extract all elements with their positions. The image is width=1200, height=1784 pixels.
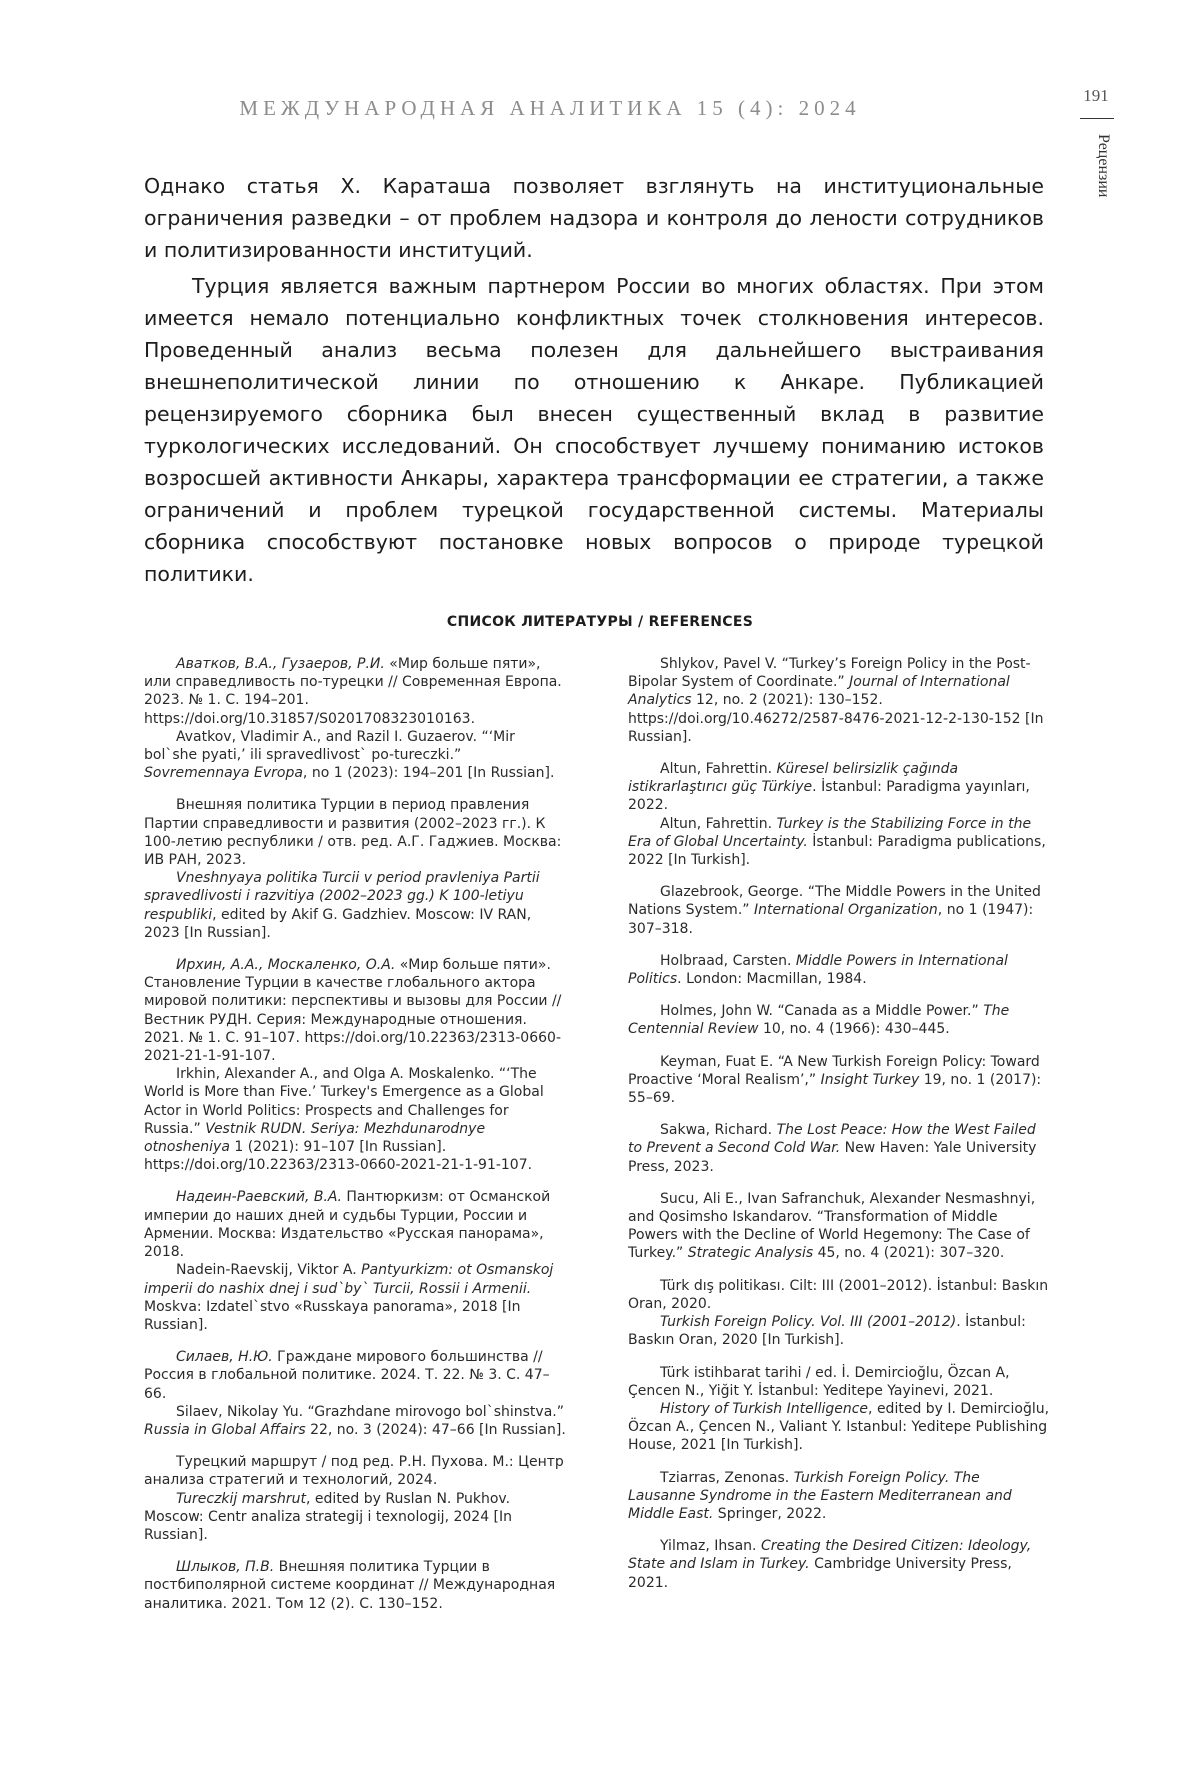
references-right-column bbox=[628, 655, 1050, 1606]
reference-text: Шлыков, П.В. Внешняя политика Турции в постбиполярной системе координат // Международная аналитика. 2021. Том 12 (2). С. 130–152. bbox=[144, 1559, 556, 1612]
reference-entry bbox=[144, 1558, 566, 1613]
reference-text: Altun, Fahrettin. Küresel belirsizlik çağında istikrarlaştırıcı güç Türkiye. İstanbul: Paradigma yayınları, 2022. bbox=[628, 761, 1030, 814]
reference-entry bbox=[628, 655, 1050, 746]
reference-entry bbox=[144, 956, 566, 1174]
reference-text: Nadein-Raevskij, Viktor A. Pantyurkizm: ot Osmanskoj imperii do nashix dnej i sud`by` Turcii, Rossii i Armenii. Moskva: Izdatel`stvo «Russkaya panorama», 2018 [In Russian]. bbox=[144, 1262, 554, 1333]
reference-text: Holbraad, Carsten. Middle Powers in International Politics. London: Macmillan, 1984. bbox=[628, 952, 1008, 988]
reference-entry bbox=[628, 1537, 1050, 1592]
page-number-rule bbox=[1080, 118, 1114, 119]
page-number: 191 bbox=[1083, 86, 1109, 105]
reference-text: Irkhin, Alexander A., and Olga A. Moskalenko. “‘The World is More than Five.’ Turkey's Emergence as a Global Actor in World Politics: Prospects and Challenges for Russia.” Vestnik RUDN. Seriya: Mezhdunarodnye otnosheniya 1 (2021): 91–107 [In Russian]. https://doi.org/10.22363/2313-0660-2021-21-1-91-107. bbox=[144, 1066, 544, 1174]
reference-text: Надеин-Раевский, В.А. Пантюркизм: от Османской империи до наших дней и судьбы Турции, России и Армении. Москва: Издательство «Русская панорама», 2018. bbox=[144, 1189, 551, 1261]
reference-entry bbox=[628, 1469, 1050, 1524]
reference-text: Keyman, Fuat E. “A New Turkish Foreign Policy: Toward Proactive ‘Moral Realism’,” Insight Turkey 19, no. 1 (2017): 55–69. bbox=[628, 1053, 1042, 1107]
reference-entry bbox=[628, 1121, 1050, 1176]
reference-entry bbox=[628, 952, 1050, 988]
reference-text: Avatkov, Vladimir A., and Razil I. Guzaerov. “‘Mir bol`she pyati,’ ili spravedlivost` po-tureczki.” Sovremennaya Evropa, no 1 (2023): 194–201 [In Russian]. bbox=[144, 728, 555, 782]
reference-text: Турецкий маршрут / под ред. Р.Н. Пухова. М.: Центр анализа стратегий и технологий, 2024. bbox=[144, 1454, 564, 1489]
reference-text: Yilmaz, Ihsan. Creating the Desired Citizen: Ideology, State and Islam in Turkey. Cambridge University Press, 2021. bbox=[628, 1538, 1032, 1591]
reference-entry bbox=[628, 883, 1050, 938]
reference-text: Ирхин, А.А., Москаленко, О.А. «Мир больше пяти». Становление Турции в качестве глобального актора мировой политики: перспективы и вызовы для России // Вестник РУДН. Серия: Международные отношения. 2021. № 1. С. 91–107. https://doi.org/10.22363/2313-0660-2021-21-1-91-107. bbox=[144, 957, 562, 1065]
reference-text: Türk istihbarat tarihi / ed. İ. Demircioğlu, Özcan A, Çencen N., Yiğit Y. İstanbul: Yeditepe Yayinevi, 2021. bbox=[628, 1364, 1010, 1399]
running-head: МЕЖДУНАРОДНАЯ АНАЛИТИКА 15 (4): 2024 bbox=[239, 96, 861, 120]
reference-text: Tziarras, Zenonas. Turkish Foreign Policy. The Lausanne Syndrome in the Eastern Mediterranean and Middle East. Springer, 2022. bbox=[628, 1469, 1012, 1522]
reference-entry bbox=[144, 655, 566, 782]
reference-text: Sucu, Ali E., Ivan Safranchuk, Alexander Nesmashnyi, and Qosimsho Iskandarov. “Transformation of Middle Powers with the Decline of World Hegemony: The Case of Turkey.” Strategic Analysis 45, no. 4 (2021): 307–320. bbox=[628, 1190, 1036, 1262]
reference-entry bbox=[628, 1053, 1050, 1108]
reference-text: History of Turkish Intelligence, edited by I. Demircioğlu, Özcan A., Çencen N., Valiant Y. Istanbul: Yeditepe Publishing House, 2021 [In Turkish]. bbox=[628, 1400, 1050, 1454]
reference-text: Altun, Fahrettin. Turkey is the Stabilizing Force in the Era of Global Uncertainty. İstanbul: Paradigma publications, 2022 [In Turkish]. bbox=[628, 815, 1046, 869]
body-text bbox=[144, 170, 1044, 590]
reference-text: Силаев, Н.Ю. Граждане мирового большинства // Россия в глобальной политике. 2024. Т. 22. № 3. С. 47–66. bbox=[144, 1349, 550, 1402]
body-paragraph: Турция является важным партнером России во многих областях. При этом имеется немало потенциально конфликтных точек столкновения интересов. Проведенный анализ весьма полезен для дальнейшего выстраивания внешнеполитической линии по отношению к Анкаре. Публикацией рецензируемого сборника был внесен существенный вклад в развитие туркологических исследований. Он способствует лучшему пониманию истоков возросшей активности Анкары, характера трансформации ее стратегии, а также ограничений и проблем турецкой государственной системы. Материалы сборника способствуют постановке новых вопросов о природе турецкой политики. bbox=[144, 274, 1044, 586]
reference-entry bbox=[144, 1188, 566, 1334]
reference-entry bbox=[628, 1364, 1050, 1455]
section-label: Рецензии bbox=[1095, 134, 1112, 198]
reference-entry bbox=[628, 1277, 1050, 1350]
reference-text: Аватков, В.А., Гузаеров, Р.И. «Мир больше пяти», или справедливость по-турецки // Современная Европа. 2023. № 1. С. 194–201. https://doi.org/10.31857/S0201708323010163. bbox=[144, 656, 562, 727]
body-paragraph: Однако статья Х. Караташа позволяет взглянуть на институциональные ограничения разведки – от проблем надзора и контроля до лености сотрудников и политизированности институций. bbox=[144, 174, 1044, 262]
reference-text: Holmes, John W. “Canada as a Middle Power.” The Centennial Review 10, no. 4 (1966): 430–445. bbox=[628, 1003, 1010, 1038]
reference-text: Внешняя политика Турции в период правления Партии справедливости и развития (2002–2023 гг.). К 100-летию республики / отв. ред. А.Г. Гаджиев. Москва: ИВ РАН, 2023. bbox=[144, 797, 562, 869]
references-left-column bbox=[144, 655, 566, 1627]
reference-entry bbox=[628, 1190, 1050, 1263]
reference-text: Türk dış politikası. Cilt: III (2001–2012). İstanbul: Baskın Oran, 2020. bbox=[628, 1277, 1049, 1312]
reference-text: Tureczkij marshrut, edited by Ruslan N. Pukhov. Moscow: Centr analiza strategij i texnologij, 2024 [In Russian]. bbox=[144, 1490, 513, 1543]
reference-text: Sakwa, Richard. The Lost Peace: How the West Failed to Prevent a Second Cold War. New Haven: Yale University Press, 2023. bbox=[628, 1122, 1037, 1175]
reference-text: Glazebrook, George. “The Middle Powers in the United Nations System.” International Organization, no 1 (1947): 307–318. bbox=[628, 884, 1041, 937]
reference-entry bbox=[144, 1348, 566, 1439]
reference-entry bbox=[628, 760, 1050, 869]
reference-text: Silaev, Nikolay Yu. “Grazhdane mirovogo bol`shinstva.” Russia in Global Affairs 22, no. 3 (2024): 47–66 [In Russian]. bbox=[144, 1403, 566, 1438]
reference-entry bbox=[628, 1002, 1050, 1038]
references-heading: СПИСОК ЛИТЕРАТУРЫ / REFERENCES bbox=[446, 614, 754, 630]
reference-entry bbox=[144, 796, 566, 942]
reference-text: Vneshnyaya politika Turcii v period pravleniya Partii spravedlivosti i razvitiya (2002–2023 gg.) K 100-letiyu respubliki, edited by Akif G. Gadzhiev. Moscow: IV RAN, 2023 [In Russian]. bbox=[144, 870, 540, 941]
reference-text: Shlykov, Pavel V. “Turkey’s Foreign Policy in the Post-Bipolar System of Coordinate.” Journal of International Analytics 12, no. 2 (2021): 130–152. https://doi.org/10.46272/2587-8476-2021-12-2-130-152 [In Russian]. bbox=[628, 656, 1044, 745]
reference-entry bbox=[144, 1453, 566, 1544]
reference-text: Turkish Foreign Policy. Vol. III (2001–2012). İstanbul: Baskın Oran, 2020 [In Turkish]. bbox=[628, 1314, 1026, 1349]
